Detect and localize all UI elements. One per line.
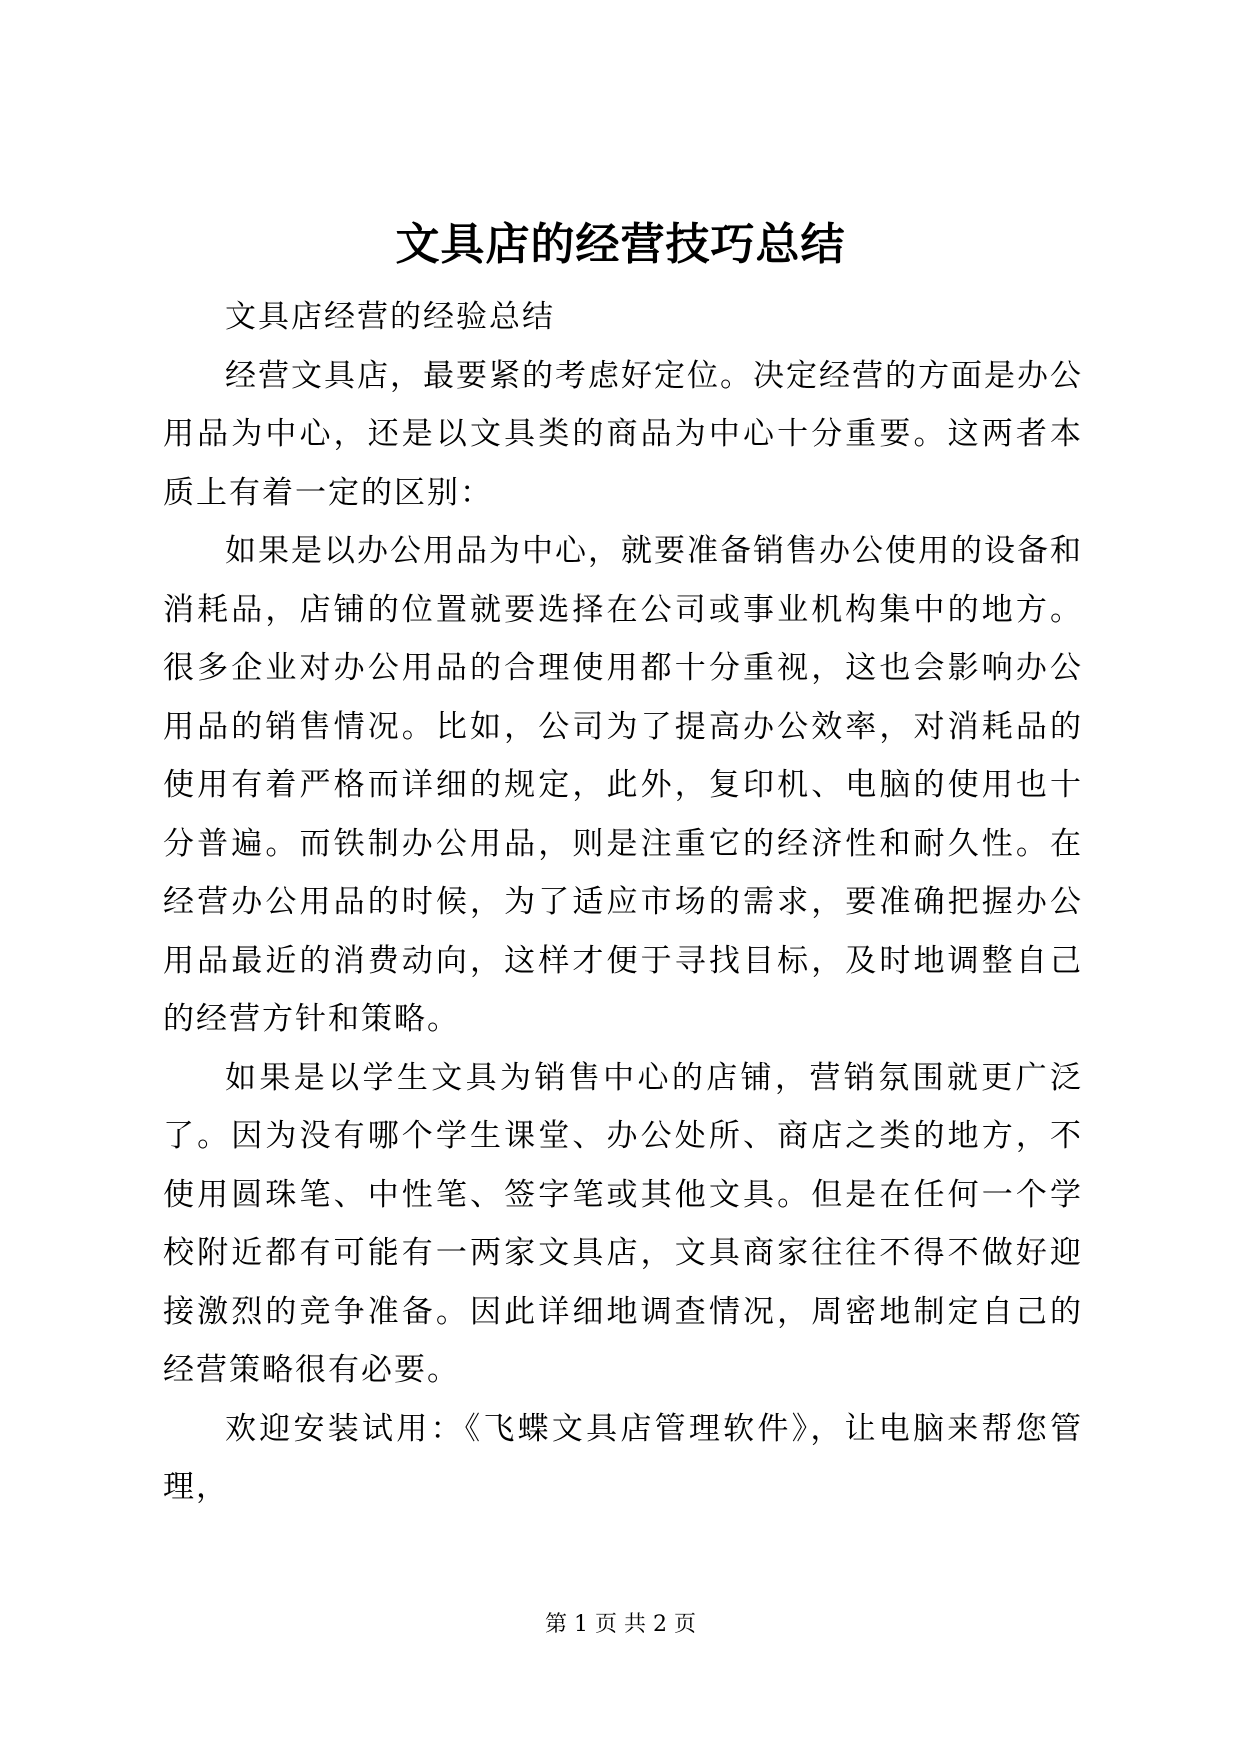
paragraph-software-promo: 欢迎安装试用：《飞蝶文具店管理软件》，让电脑来帮您管理， [163,1410,1083,1505]
paragraph-student-stationery: 如果是以学生文具为销售中心的店铺，营销氛围就更广泛了。因为没有哪个学生课堂、办公处所、商店之类的地方，不使用圆珠笔、中性笔、签字笔或其他文具。但是在任何一个学校附近都有可能有一两家文具店，文具商家往往不得不做好迎接激烈的竞争准备。因此详细地调查情况，周密地制定自己的经营策略很有必要。 [163,1059,1083,1388]
paragraph-subtitle: 文具店经营的经验总结 [225,299,555,335]
paragraph-positioning: 经营文具店，最要紧的考虑好定位。决定经营的方面是办公用品为中心，还是以文具类的商品为中心十分重要。这两者本质上有着一定的区别： [163,357,1083,511]
paragraph-office-supplies: 如果是以办公用品为中心，就要准备销售办公使用的设备和消耗品，店铺的位置就要选择在公司或事业机构集中的地方。很多企业对办公用品的合理使用都十分重视，这也会影响办公用品的销售情况。比如，公司为了提高办公效率，对消耗品的使用有着严格而详细的规定，此外，复印机、电脑的使用也十分普遍。而铁制办公用品，则是注重它的经济性和耐久性。在经营办公用品的时候，为了适应市场的需求，要准确把握办公用品最近的消费动向，这样才便于寻找目标，及时地调整自己的经营方针和策略。 [163,533,1083,1037]
document-body [163,288,1083,1517]
document-title: 文具店的经营技巧总结 [395,219,846,270]
page-footer: 第 1 页 共 2 页 [545,1612,696,1637]
